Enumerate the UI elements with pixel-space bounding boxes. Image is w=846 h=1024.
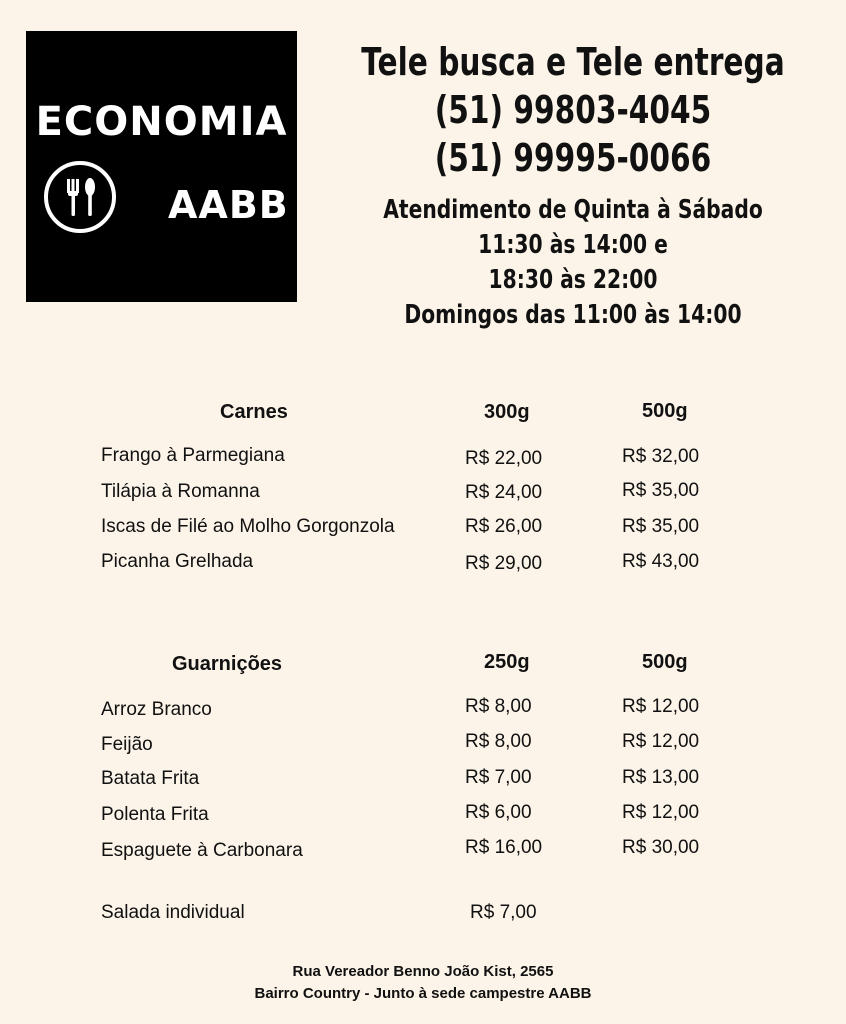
hours-line-4: Domingos das 11:00 às 14:00 [404,300,742,330]
hours-line-1: Atendimento de Quinta à Sábado [383,195,763,225]
price-large: R$ 43,00 [622,551,700,572]
phone-1: (51) 99803-4045 [434,88,712,132]
menu-item: Picanha Grelhada [101,551,254,572]
price-large: R$ 13,00 [622,767,700,788]
logo-word: ECONOMIA [35,99,288,145]
price-small: R$ 26,00 [465,516,543,537]
col-head-500g: 500g [642,651,688,673]
phone-2: (51) 99995-0066 [434,136,712,180]
menu-item: Batata Frita [101,768,200,789]
menu-item: Feijão [101,734,153,755]
menu-item: Arroz Branco [101,699,212,720]
col-head-500g: 500g [642,400,688,422]
menu-item: Espaguete à Carbonara [101,840,303,861]
col-head-300g: 300g [484,401,530,423]
hours-line-3: 18:30 às 22:00 [488,265,658,295]
price-large: R$ 12,00 [622,802,700,823]
price-small: R$ 29,00 [465,553,543,574]
menu-item: Frango à Parmegiana [101,445,285,466]
menu-item: Polenta Frita [101,804,209,825]
logo-sub: AABB [168,183,289,227]
price-large: R$ 30,00 [622,837,700,858]
logo [26,31,297,302]
section-title-guarnicoes: Guarnições [172,653,283,675]
address-line-1: Rua Vereador Benno João Kist, 2565 [292,963,554,980]
hours-line-2: 11:30 às 14:00 e [478,230,668,260]
delivery-heading: Tele busca e Tele entrega [361,40,785,84]
price-small: R$ 8,00 [465,696,532,717]
col-head-250g: 250g [484,651,530,673]
price-large: R$ 32,00 [622,446,700,467]
cutlery-icon [43,160,117,234]
address-line-2: Bairro Country - Junto à sede campestre AABB [254,985,592,1002]
price-large: R$ 12,00 [622,696,700,717]
price-large: R$ 35,00 [622,480,700,501]
price-small: R$ 24,00 [465,482,543,503]
menu-item: Iscas de Filé ao Molho Gorgonzola [101,516,395,537]
price-small: R$ 8,00 [465,731,532,752]
price-salada: R$ 7,00 [470,902,537,923]
price-small: R$ 7,00 [465,767,532,788]
price-small: R$ 22,00 [465,448,543,469]
section-title-carnes: Carnes [220,401,288,423]
menu-item-salada: Salada individual [101,902,245,923]
price-large: R$ 12,00 [622,731,700,752]
price-large: R$ 35,00 [622,516,700,537]
price-small: R$ 16,00 [465,837,543,858]
menu-item: Tilápia à Romanna [101,481,260,502]
price-small: R$ 6,00 [465,802,532,823]
